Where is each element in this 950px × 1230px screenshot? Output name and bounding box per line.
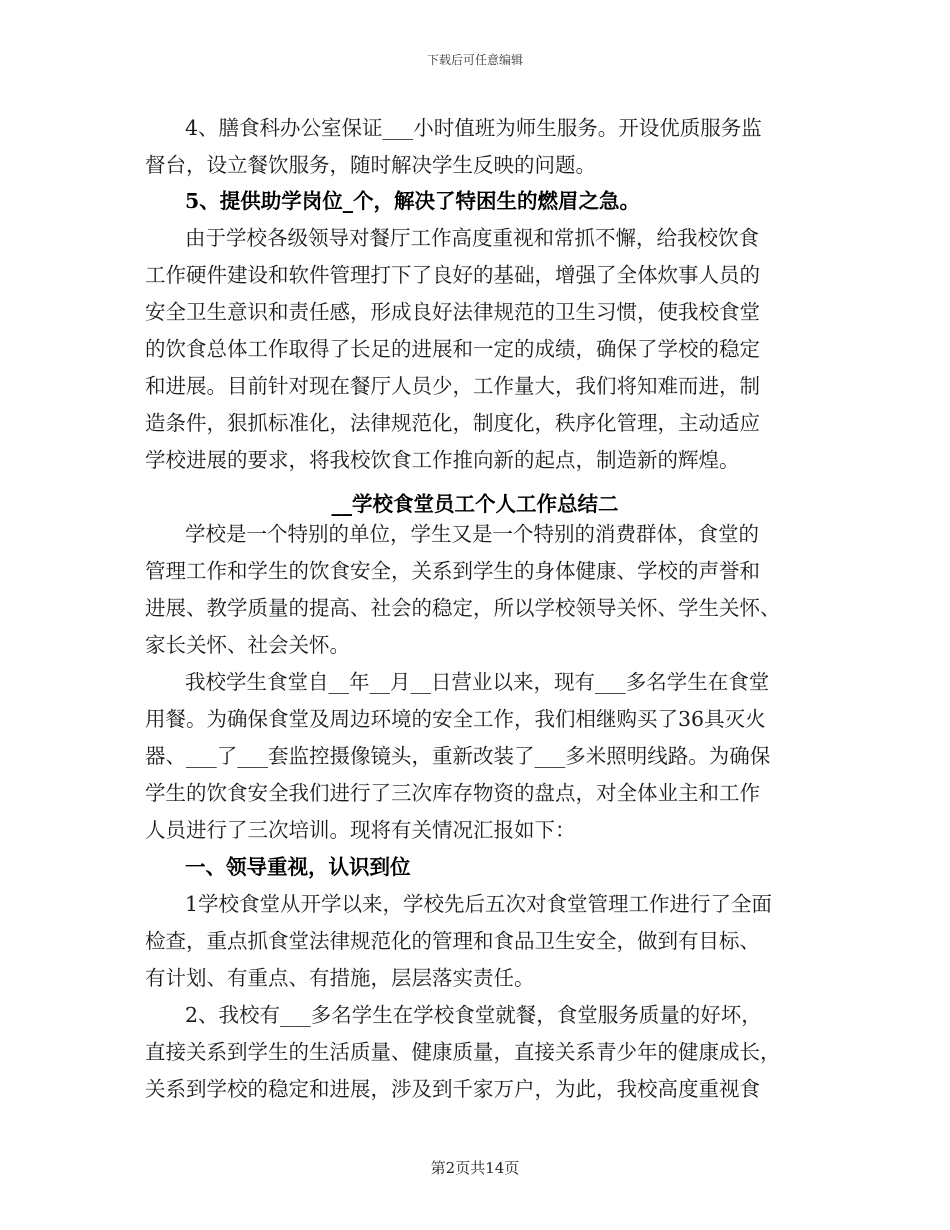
paragraph-line: 我校学生食堂自__年__月__日营业以来，现有___多名学生在食堂 <box>185 670 770 694</box>
paragraph-line: 造条件，狠抓标准化，法律规范化，制度化，秩序化管理，主动适应 <box>145 411 760 435</box>
paragraph-line: 学生的饮食安全我们进行了三次库存物资的盘点，对全体业主和工作 <box>145 781 760 805</box>
paragraph-line: 人员进行了三次培训。现将有关情况汇报如下： <box>145 818 576 842</box>
page-number: 第2页共14页 <box>430 1159 520 1177</box>
paragraph-line: 学校是一个特别的单位，学生又是一个特别的消费群体，食堂的 <box>185 522 759 546</box>
section-heading: 5、提供助学岗位_个，解决了特困生的燃眉之急。 <box>185 189 641 213</box>
section-heading: 一、领导重视，认识到位 <box>185 855 411 879</box>
paragraph-line: 由于学校各级领导对餐厅工作高度重视和常抓不懈，给我校饮食 <box>185 226 759 250</box>
paragraph-line: 进展、教学质量的提高、社会的稳定，所以学校领导关怀、学生关怀、 <box>145 596 781 620</box>
paragraph-line: 家长关怀、社会关怀。 <box>145 633 350 657</box>
page-header: 下载后可任意编辑 <box>426 53 523 67</box>
paragraph-line: 安全卫生意识和责任感，形成良好法律规范的卫生习惯，使我校食堂 <box>145 300 760 324</box>
paragraph-line: 督台，设立餐饮服务，随时解决学生反映的问题。 <box>145 153 596 177</box>
paragraph-line: 器、___了___套监控摄像镜头，重新改装了___多米照明线路。为确保 <box>145 744 771 768</box>
paragraph-line: 和进展。目前针对现在餐厅人员少，工作量大，我们将知难而进，制 <box>145 374 760 398</box>
paragraph-line: 2、我校有___多名学生在学校食堂就餐，食堂服务质量的好坏， <box>185 1003 762 1027</box>
paragraph-line: 学校进展的要求，将我校饮食工作推向新的起点，制造新的辉煌。 <box>145 448 740 472</box>
paragraph-line: 工作硬件建设和软件管理打下了良好的基础，增强了全体炊事人员的 <box>145 263 760 287</box>
paragraph-line: 用餐。为确保食堂及周边环境的安全工作，我们相继购买了36具灭火 <box>145 707 766 731</box>
section-title: __学校食堂员工个人工作总结二 <box>331 492 619 516</box>
paragraph-line: 直接关系到学生的生活质量、健康质量，直接关系青少年的健康成长， <box>145 1040 781 1064</box>
paragraph-line: 检查，重点抓食堂法律规范化的管理和食品卫生安全，做到有目标、 <box>145 929 760 953</box>
paragraph-line: 的饮食总体工作取得了长足的进展和一定的成绩，确保了学校的稳定 <box>145 337 760 361</box>
paragraph-line: 管理工作和学生的饮食安全，关系到学生的身体健康、学校的声誉和 <box>145 559 760 583</box>
paragraph-line: 有计划、有重点、有措施，层层落实责任。 <box>145 966 535 990</box>
paragraph-line: 4、膳食科办公室保证___小时值班为师生服务。开设优质服务监 <box>185 116 762 140</box>
paragraph-line: 1学校食堂从开学以来，学校先后五次对食堂管理工作进行了全面 <box>185 892 773 916</box>
paragraph-line: 关系到学校的稳定和进展，涉及到千家万户，为此，我校高度重视食 <box>145 1077 760 1101</box>
